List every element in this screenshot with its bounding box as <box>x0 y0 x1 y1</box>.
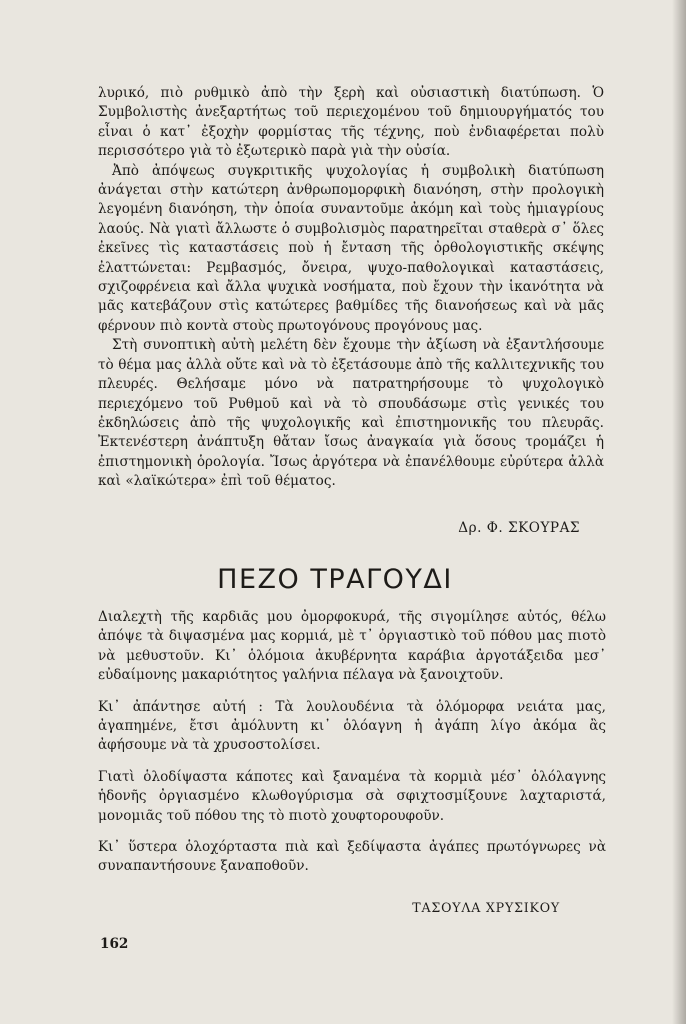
essay-paragraph: Στὴ συνοπτικὴ αὐτὴ μελέτη δὲν ἔχουμε τὴν ἀξίωση νὰ ἐξαντλήσουμε τὸ θέμα μας ἀλλὰ οὔτε καὶ νὰ τὸ ἐξετάσουμε ἀπὸ τῆς καλλιτεχνικῆς του πλευρές. Θελήσαμε μόνο νὰ πατρατηρήσουμε τὸ ψυχολογικὸ περιεχόμενο τοῦ Ρυθμοῦ καὶ νὰ τὸ σπουδάσωμε στὶς γενικές του ἐκδηλώσεις ἀπὸ τῆς ψυχολογικῆς καὶ ἐπιστημονικῆς του πλευρᾶς. Ἐκτενέστερη ἀνάπτυξη θἄταν ἴσως ἀναγκαία γιὰ ὅσους τρομάζει ἡ ἐπιστημονικὴ ὁρολογία. Ἴσως ἀργότερα νὰ ἐπανέλθουμε εὐρύτερα ἀλλὰ καὶ «λαϊκώτερα» ἐπὶ τοῦ θέματος. <box>98 337 604 490</box>
poem-stanza: Κι᾽ ὕστερα ὁλοχόρταστα πιὰ καὶ ξεδίψαστα ἀγάπες πρωτόγνωρες νὰ συναπαντήσουνε ξαναποθοῦν. <box>98 839 606 875</box>
poem-stanza: Διαλεχτὴ τῆς καρδιᾶς μου ὀμορφοκυρά, τῆς σιγομίλησε αὐτός, θέλω ἀπόψε τὰ διψασμένα μας κορμιά, μὲ τ᾽ ὀργιαστικὸ τοῦ πόθου μας πιοτὸ νὰ μεθυστοῦν. Κι᾽ ὁλόμοια ἀκυβέρνητα καράβια ἀργοτάξειδα μεσ᾽ εὐδαίμονης μακαριότητος γαλήνια πέλαγα νὰ ξανοιχτοῦν. <box>98 609 606 684</box>
poem-title: ΠΕΖΟ ΤΡΑΓΟΥΔΙ <box>217 564 453 595</box>
essay-paragraph: Ἀπὸ ἀπόψεως συγκριτικῆς ψυχολογίας ἡ συμβολικὴ διατύπωση ἀνάγεται στὴν κατώτερη ἀνθρωπομορφικὴ διανόηση, στὴν προλογικὴ λεγομένη διανόηση, τὴν ὁποία συναντοῦμε ἀκόμη καὶ τοὺς ἡμιαγρίους λαούς. Νὰ γιατὶ ἄλλωστε ὁ συμβολισμὸς παρατηρεῖται σταθερὰ σ᾽ ὅλες ἐκεῖνες τὶς καταστάσεις ποὺ ἡ ἔνταση τῆς ὀρθολογιστικῆς σκέψης ἐλαττώνεται: Ρεμβασμός, ὄνειρα, ψυχο-παθολογικαὶ καταστάσεις, σχιζοφρένεια καὶ ἄλλα ψυχικὰ νοσήματα, ποὺ ἔχουν τὴν ἱκανότητα νὰ μᾶς κατεβάζουν στὶς κατώτερες βαθμίδες τῆς διανοήσεως καὶ νὰ μᾶς φέρνουν πιὸ κοντὰ στοὺς πρωτογόνους προγόνους μας. <box>98 162 604 334</box>
poem-author: ΤΑΣΟΥΛΑ ΧΡΥΣΙΚΟΥ <box>412 900 560 915</box>
page-edge-shadow <box>672 0 686 1024</box>
poem-stanza: Κι᾽ ἀπάντησε αὐτή : Τὰ λουλουδένια τὰ ὁλόμορφα νειάτα μας, ἀγαπημένε, ἔτσι ἀμόλυντη κι᾽ ὁλόαγνη ἡ ἀγάπη λίγο ἀκόμα ἂς ἀφήσουμε νὰ τὰ χρυσοστολίσει. <box>98 698 606 754</box>
essay-text <box>98 84 604 492</box>
poem-stanza: Γιατὶ ὁλοδίψαστα κάποτες καὶ ξαναμένα τὰ κορμιὰ μέσ᾽ ὁλόλαγνης ἡδονῆς ὀργιασμένο κλωθογύρισμα σὰ σφιχτοσμίξουνε λαχταριστά, μονομιᾶς τοῦ πόθου της τὸ πιοτὸ χουφτορουφοῦν. <box>98 768 606 824</box>
poem-text <box>98 608 606 889</box>
page-number: 162 <box>100 936 129 952</box>
essay-author: Δρ. Φ. ΣΚΟΥΡΑΣ <box>458 520 580 536</box>
essay-paragraph: λυρικό, πιὸ ρυθμικὸ ἀπὸ τὴν ξερὴ καὶ οὐσιαστικὴ διατύπωση. Ὁ Συμβολιστὴς ἀνεξαρτήτως τοῦ περιεχομένου τοῦ δημιουργήματός του εἶναι ὁ κατ᾽ ἐξοχὴν φορμίστας τῆς τέχνης, ποὺ ἐνδιαφέρεται πολὺ περισσότερο γιὰ τὸ ἐξωτερικὸ παρὰ γιὰ τὴν οὐσία. <box>98 85 604 160</box>
